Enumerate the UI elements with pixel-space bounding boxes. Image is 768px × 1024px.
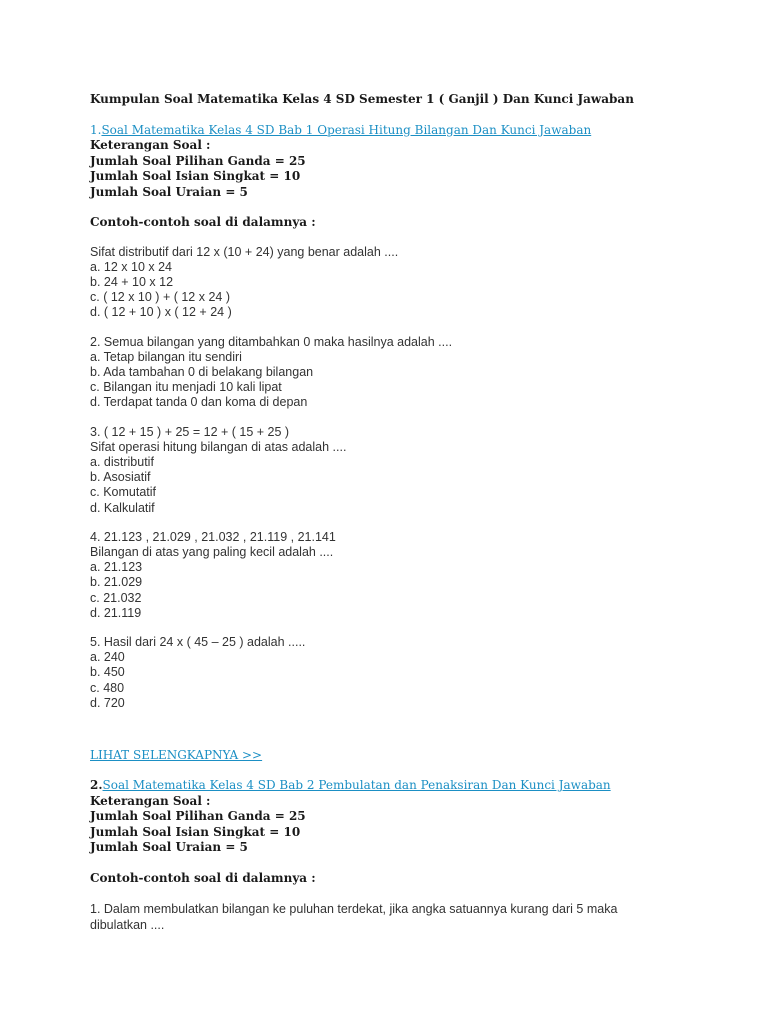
option-d: d. Terdapat tanda 0 dan koma di depan (90, 395, 308, 410)
section-2-number: 2. (90, 778, 103, 793)
option-b: b. 450 (90, 665, 125, 680)
section-1-info-uraian: Jumlah Soal Uraian = 5 (90, 184, 248, 199)
question-3 (90, 425, 730, 516)
section-1-link[interactable]: Soal Matematika Kelas 4 SD Bab 1 Operasi Hitung Bilangan Dan Kunci Jawaban (101, 122, 592, 137)
section-1-examples-heading: Contoh-contoh soal di dalamnya : (90, 215, 316, 229)
option-c: c. Komutatif (90, 485, 156, 500)
section-1-info-isian: Jumlah Soal Isian Singkat = 10 (90, 169, 301, 183)
question-list (90, 245, 730, 711)
question-text: 4. 21.123 , 21.029 , 21.032 , 21.119 , 21.141 (90, 529, 336, 544)
section-2-info-isian: Jumlah Soal Isian Singkat = 10 (90, 824, 301, 839)
question-1 (90, 245, 730, 321)
page-title: Kumpulan Soal Matematika Kelas 4 SD Semester 1 ( Ganjil ) Dan Kunci Jawaban (90, 92, 634, 106)
question-5 (90, 635, 730, 711)
option-b: b. Ada tambahan 0 di belakang bilangan (90, 364, 314, 379)
question-text: 5. Hasil dari 24 x ( 45 – 25 ) adalah ..... (90, 634, 306, 649)
section-1-info-pg: Jumlah Soal Pilihan Ganda = 25 (90, 153, 306, 168)
section-2-heading (90, 778, 730, 794)
option-d: d. 720 (90, 695, 125, 710)
question-text-2: Sifat operasi hitung bilangan di atas adalah .... (90, 439, 347, 454)
question-4 (90, 530, 730, 621)
question-text: 2. Semua bilangan yang ditambahkan 0 maka hasilnya adalah .... (90, 334, 453, 349)
option-d: d. Kalkulatif (90, 500, 155, 515)
section-2-info-pg: Jumlah Soal Pilihan Ganda = 25 (90, 809, 306, 824)
option-a: a. 12 x 10 x 24 (90, 259, 173, 274)
option-c: c. 21.032 (90, 590, 142, 605)
option-b: b. 24 + 10 x 12 (90, 274, 174, 289)
question-text: 3. ( 12 + 15 ) + 25 = 12 + ( 15 + 25 ) (90, 424, 290, 439)
document-body (90, 92, 730, 933)
option-c: c. ( 12 x 10 ) + ( 12 x 24 ) (90, 290, 230, 305)
question-text: Sifat distributif dari 12 x (10 + 24) yang benar adalah .... (90, 244, 399, 259)
option-a: a. Tetap bilangan itu sendiri (90, 349, 242, 364)
option-b: b. 21.029 (90, 575, 143, 590)
section-2-info-uraian: Jumlah Soal Uraian = 5 (90, 840, 248, 855)
option-d: d. 21.119 (90, 605, 142, 620)
section-1-number: 1. (90, 122, 102, 137)
section-2-examples-heading: Contoh-contoh soal di dalamnya : (90, 870, 316, 885)
option-c: c. 480 (90, 680, 125, 695)
option-a: a. 240 (90, 650, 125, 665)
see-more-link[interactable]: LIHAT SELENGKAPNYA >> (90, 747, 263, 762)
option-a: a. distributif (90, 454, 154, 469)
option-b: b. Asosiatif (90, 470, 151, 485)
section-2-info-heading: Keterangan Soal : (90, 793, 211, 808)
question-text-2: Bilangan di atas yang paling kecil adalah .... (90, 544, 334, 559)
option-c: c. Bilangan itu menjadi 10 kali lipat (90, 380, 282, 395)
more-link-row (90, 748, 730, 764)
question-2 (90, 335, 730, 411)
option-a: a. 21.123 (90, 560, 143, 575)
section-2-question-1: 1. Dalam membulatkan bilangan ke puluhan terdekat, jika angka satuannya kurang dari 5 maka dibulatkan .... (90, 902, 618, 932)
section-1-info-heading: Keterangan Soal : (90, 138, 211, 152)
option-d: d. ( 12 + 10 ) x ( 12 + 24 ) (90, 305, 232, 320)
section-1-heading (90, 123, 730, 139)
section-2-link[interactable]: Soal Matematika Kelas 4 SD Bab 2 Pembulatan dan Penaksiran Dan Kunci Jawaban (102, 778, 611, 793)
